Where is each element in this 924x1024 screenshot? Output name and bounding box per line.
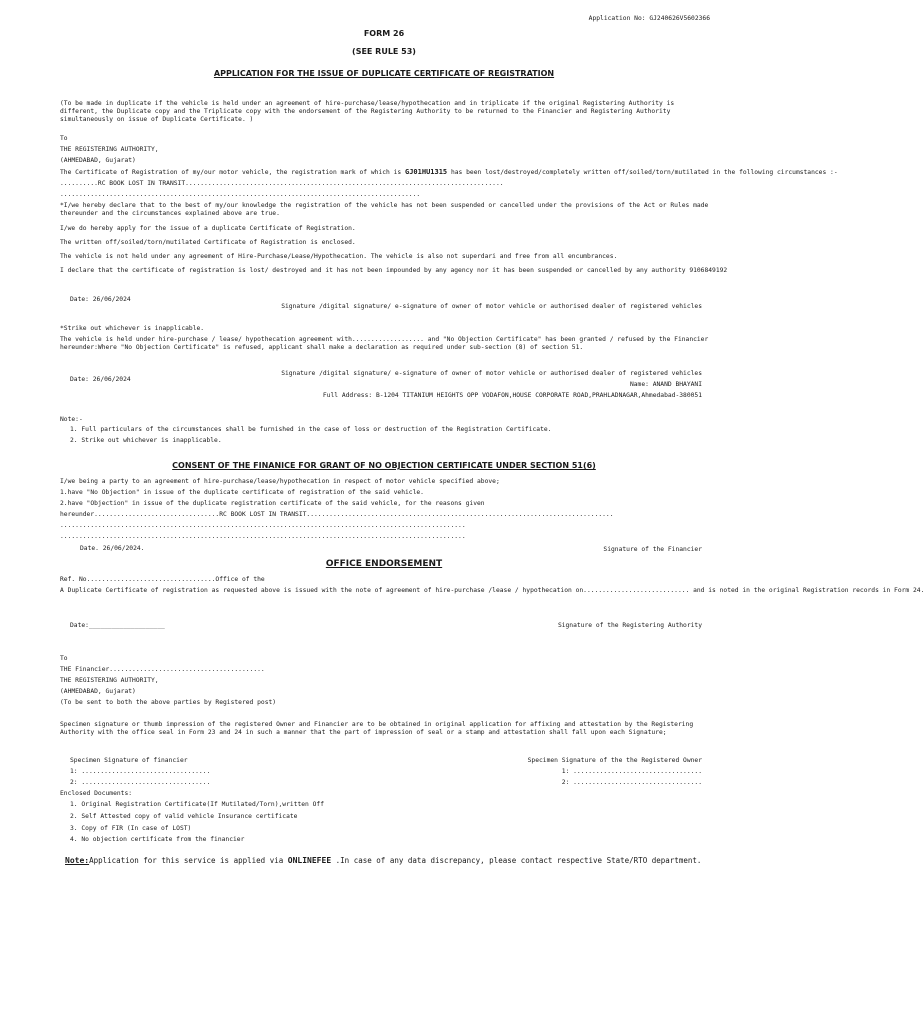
note-item: 2. Strike out whichever is inapplicable.	[70, 437, 222, 444]
signature-date-2: Date: 26/06/2024	[70, 376, 131, 383]
owner-specimen-1: 1: ..................................	[561, 768, 702, 775]
enclosed-documents-label: Enclosed Documents:	[60, 790, 133, 797]
financier-signature: Signature of the Financier	[603, 546, 702, 553]
consent-line: 2.have "Objection" in issue of the duplicate registration certificate of the said vehicle, for the reasons given	[60, 500, 485, 507]
owner-name: Name: ANAND BHAYANI	[629, 381, 702, 388]
notes-label: Note:-	[60, 416, 83, 423]
to-label-2: To	[60, 655, 68, 662]
owner-specimen-2: 2: ..................................	[561, 779, 702, 786]
form-title: FORM 26	[363, 29, 405, 38]
enclosed-document-item: 3. Copy of FIR (In case of LOST)	[70, 825, 192, 832]
to-label: To	[60, 135, 68, 142]
owner-signature-1: Signature /digital signature/ e-signature of owner of motor vehicle or authorised dealer of registered vehicles	[281, 303, 702, 310]
owner-signature-2: Signature /digital signature/ e-signature of owner of motor vehicle or authorised dealer of registered vehicles	[281, 370, 702, 377]
consent-date: Date. 26/06/2024.	[80, 545, 145, 552]
authority-signature: Signature of the Registering Authority	[557, 622, 702, 629]
authority-city-2: (AHMEDABAD, Gujarat)	[60, 688, 136, 695]
circumstance-line: ..........RC BOOK LOST IN TRANSIT....................................................................................	[60, 180, 504, 187]
not-held-statement: The vehicle is not held under any agreement of Hire-Purchase/Lease/Hypothecation. The vehicle is also not superdari and free from all encumbrances.	[60, 253, 618, 260]
registered-post-note: (To be sent to both the above parties by Registered post)	[60, 699, 277, 706]
registering-authority-2: THE REGISTERING AUTHORITY,	[60, 677, 159, 684]
consent-line: I/we being a party to an agreement of hire-purchase/lease/hypothecation in respect of motor vehicle specified above;	[60, 478, 500, 485]
enclosed-document-item: 4. No objection certificate from the financier	[70, 836, 245, 843]
strike-note: *Strike out whichever is inapplicable.	[60, 325, 205, 332]
registering-authority: THE REGISTERING AUTHORITY,	[60, 146, 159, 153]
signature-date-1: Date: 26/06/2024	[70, 296, 131, 303]
consent-title: CONSENT OF THE FINANICE FOR GRANT OF NO OBJECTION CERTIFICATE UNDER SECTION 51(6)	[172, 461, 596, 470]
reference-number: Ref. No..................................Office of the	[60, 576, 265, 583]
authority-city: (AHMEDABAD, Gujarat)	[60, 157, 136, 164]
enclosed-document-item: 1. Original Registration Certificate(If Mutilated/Torn),written Off	[70, 801, 325, 808]
enclosed-document-item: 2. Self Attested copy of valid vehicle Insurance certificate	[70, 813, 298, 820]
owner-specimen-label: Specimen Signature of the the Registered Owner	[527, 757, 702, 764]
not-impounded-statement: I declare that the certificate of registration is lost/ destroyed and it has not been impounded by any agency nor it has been suspended or cancelled by any authority 9106849192	[60, 267, 728, 274]
note-item: 1. Full particulars of the circumstances shall be furnished in the case of loss or destruction of the Registration Certificate.	[70, 426, 552, 433]
registration-mark: GJ01HU1315	[405, 168, 448, 176]
financier-specimen-2: 2: ..................................	[70, 779, 211, 786]
hire-purchase-statement: The vehicle is held under hire-purchase / lease/ hypothecation agreement with................... and "No Objection Certificate" has been granted / refused by the Financier hereunder:Where "No Objection Certificate" is refused, applicant shall make a declaration as required under sub-section (8) of section 51.	[60, 336, 709, 351]
consent-line: 1.have "No Objection" in issue of the duplicate certificate of registration of the said vehicle.	[60, 489, 424, 496]
owner-address: Full Address: B-1204 TITANIUM HEIGHTS OPP VODAFON,HOUSE CORPORATE ROAD,PRAHLADNAGAR,Ahmedabad-380051	[322, 392, 702, 399]
specimen-paragraph: Specimen signature or thumb impression of the registered Owner and Financier are to be obtained in original application for affixing and attestation by the Registering Authority with the office seal in Form 23 and 24 in such a manner that the part of impression of seal or a stamp and attestation shall fall upon each Signature;	[60, 721, 694, 736]
dotted-line: ...............................................................................................	[60, 191, 421, 198]
service-name: ONLINEFEE	[287, 856, 332, 865]
enclosed-statement: The written off/soiled/torn/mutilated Certificate of Registration is enclosed.	[60, 239, 356, 246]
declaration: *I/we hereby declare that to the best of my/our knowledge the registration of the vehicle has not been suspended or cancelled under the provisions of the Act or Rules made thereunder and the circumstances explained above are true.	[60, 202, 709, 217]
application-number: Application No: GJ240626V5602366	[588, 15, 710, 22]
financier-line: THE Financier.........................................	[60, 666, 265, 673]
intro-paragraph: (To be made in duplicate if the vehicle is held under an agreement of hire-purchase/lease/hypothecation and in triplicate if the original Registering Authority is different, the Duplicate copy and the Triplicate copy with the endorsement of the Registering Authority to be returned to the Financier and Registering Authority simultaneously on issue of Duplicate Certificate. )	[60, 100, 675, 123]
endorsement-date: Date:____________________	[70, 622, 165, 629]
consent-reason: hereunder.................................RC BOOK LOST IN TRANSIT.................................................................................	[60, 511, 614, 518]
financier-specimen-label: Specimen Signature of financier	[70, 757, 188, 764]
apply-statement: I/we do hereby apply for the issue of a duplicate Certificate of Registration.	[60, 225, 356, 232]
office-endorsement-title: OFFICE ENDORSEMENT	[325, 559, 443, 569]
footer-note-label: Note:	[65, 856, 90, 865]
certificate-statement: The Certificate of Registration of my/our motor vehicle, the registration mark of which is GJ01HU1315 has been lost/destroyed/completely written off/soiled/torn/mutilated in the following circumstances :-	[60, 168, 838, 176]
endorsement-text: A Duplicate Certificate of registration as requested above is issued with the note of agreement of hire-purchase /lease / hypothecation on............................ and is noted in the original Registration records in Form 24.	[60, 587, 924, 594]
footer-note: Note:Application for this service is applied via ONLINEFEE .In case of any data discrepancy, please contact respective State/RTO department.	[65, 856, 702, 865]
financier-specimen-1: 1: ..................................	[70, 768, 211, 775]
rule-reference: (SEE RULE 53)	[352, 47, 416, 56]
consent-dotted: ...........................................................................................................	[60, 533, 466, 540]
document-title: APPLICATION FOR THE ISSUE OF DUPLICATE CERTIFICATE OF REGISTRATION	[213, 69, 555, 78]
consent-dotted: ...........................................................................................................	[60, 522, 466, 529]
